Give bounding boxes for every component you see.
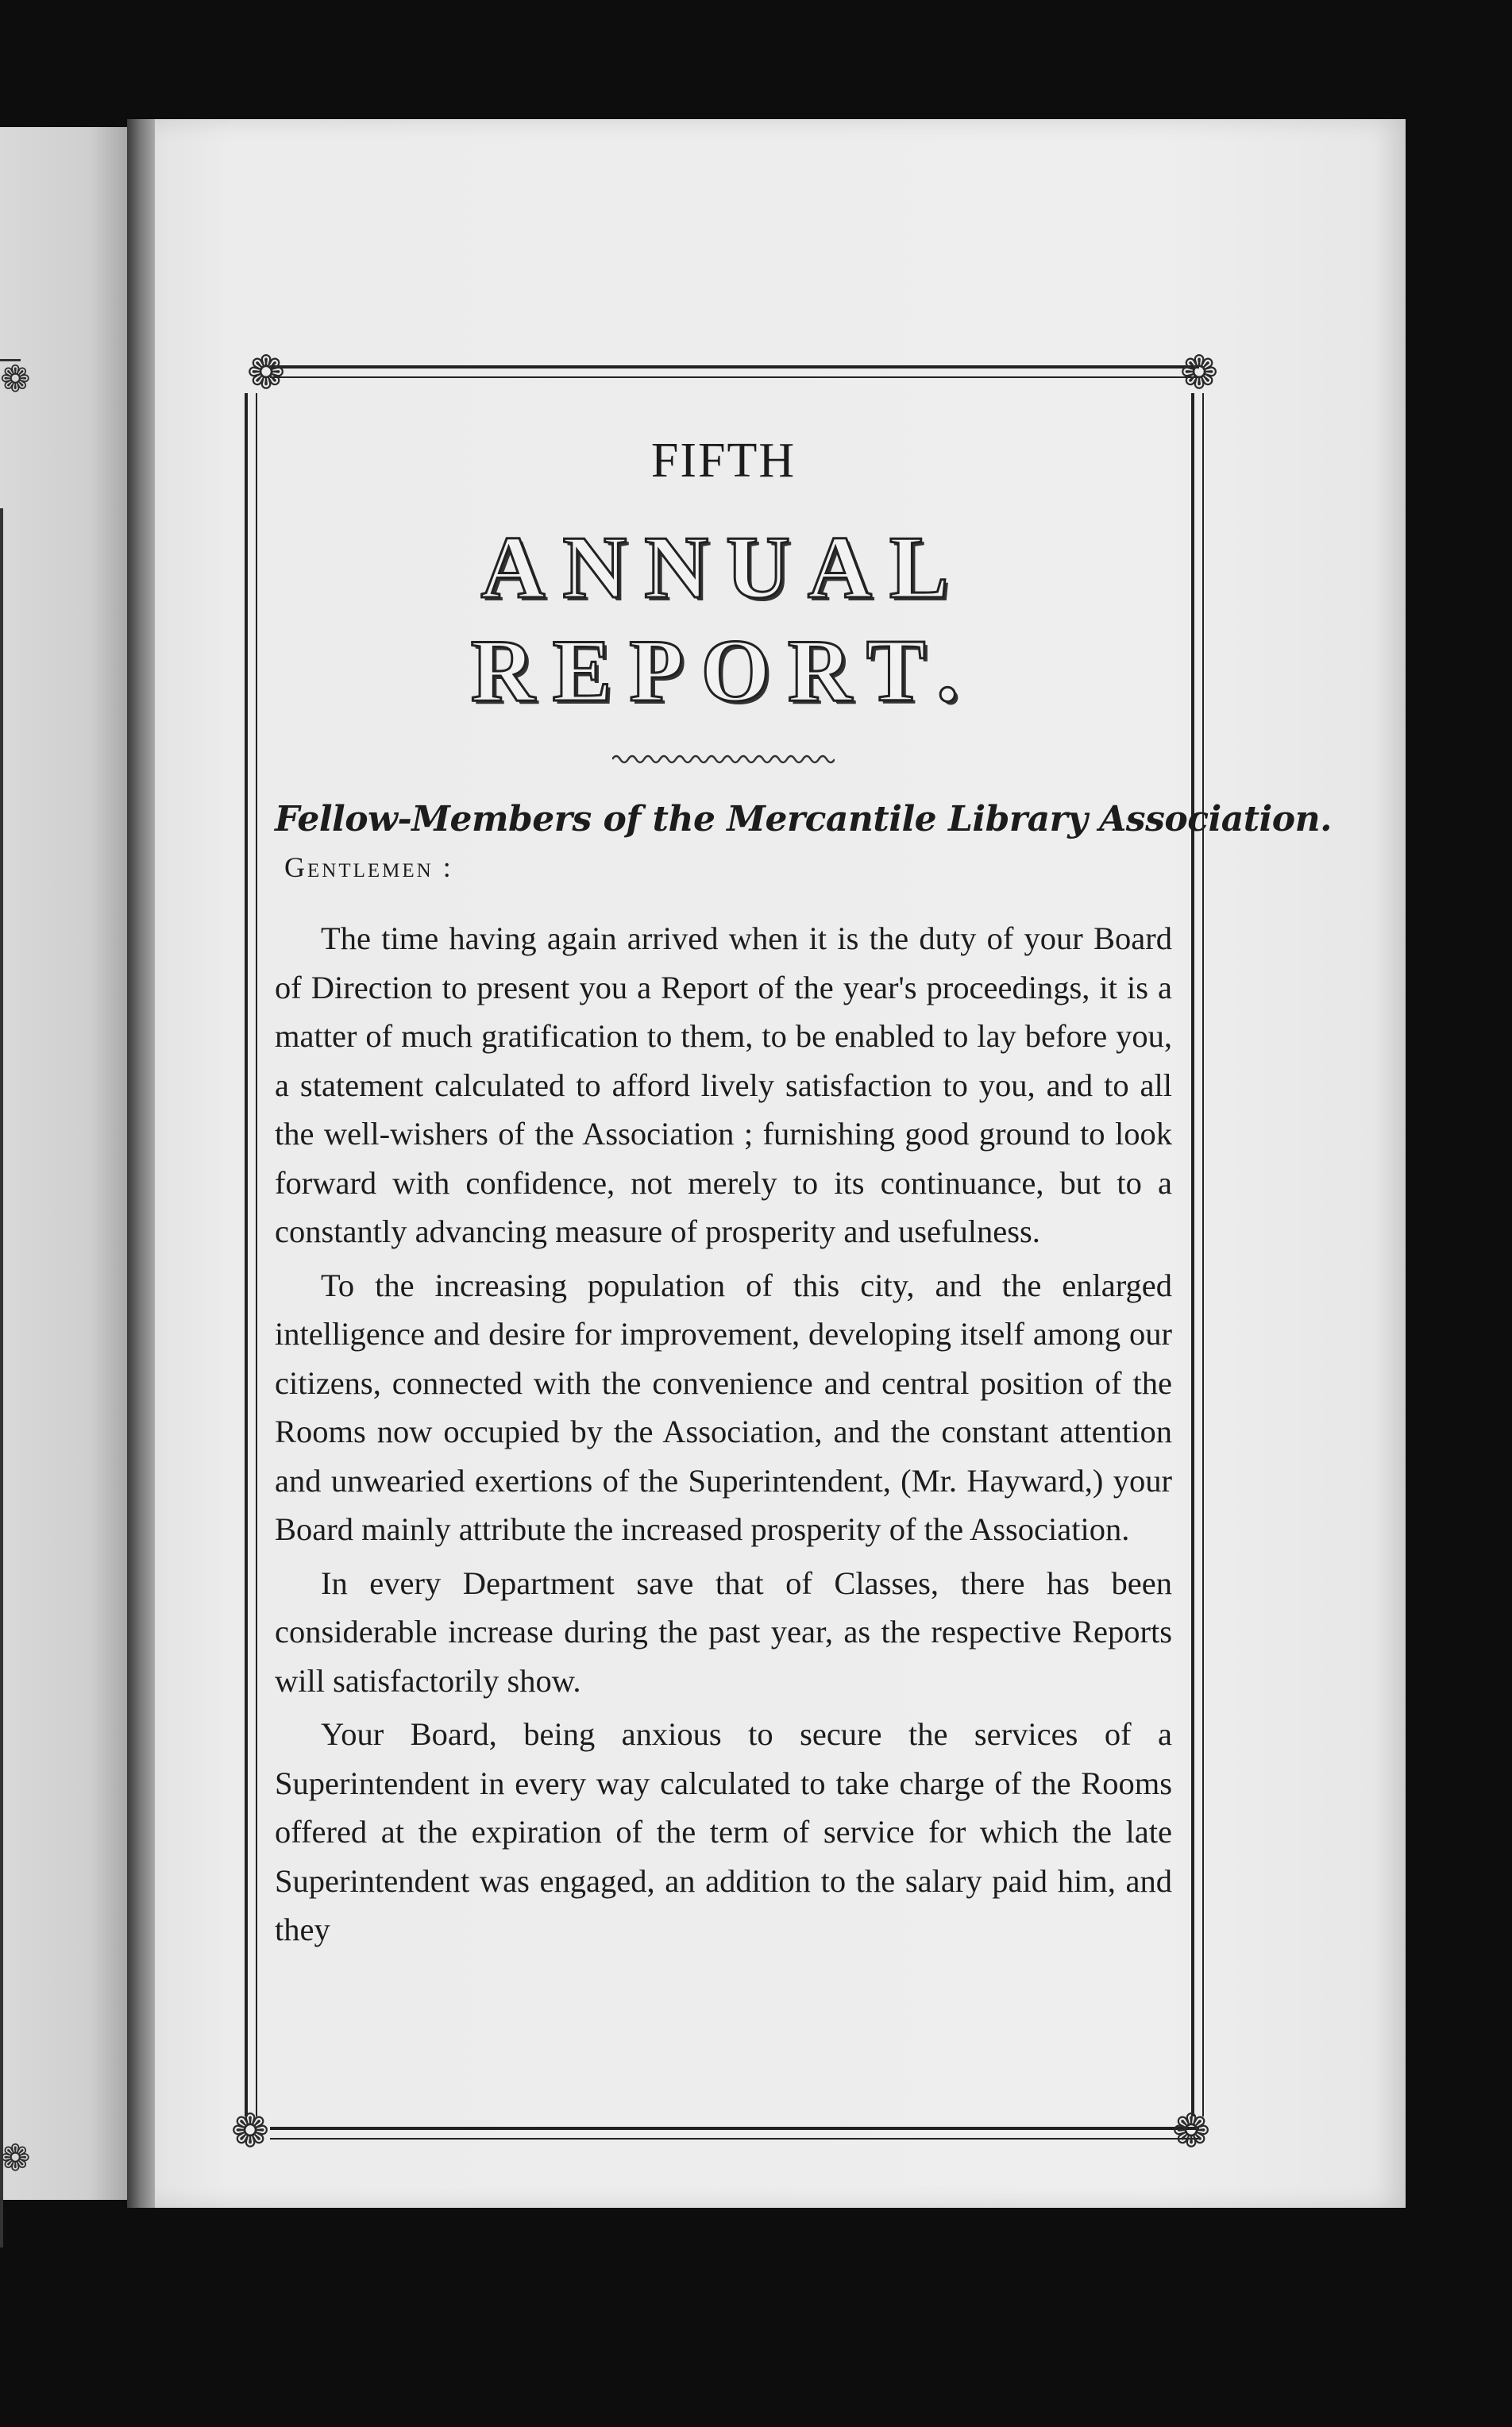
ornamental-border-bottom [270, 2127, 1199, 2140]
wavy-divider-icon [612, 751, 835, 767]
rosette-icon: ❁ [1171, 2105, 1211, 2157]
ornamental-border-top [270, 365, 1199, 378]
facing-page-edge [0, 127, 127, 2200]
report-title: ANNUAL REPORT. [470, 519, 977, 720]
rosette-icon: ❁ [246, 347, 286, 399]
rosette-icon: ❁ [230, 2105, 270, 2157]
body-paragraph: In every Department save that of Classes, there has been considerable increase during the past year, as the respective Reports will satisfactorily show. [275, 1565, 1172, 1699]
book-gutter [127, 119, 155, 2208]
rosette-icon: ❁ [1179, 347, 1219, 399]
facing-page-rosette-icon: ❁ [0, 359, 31, 399]
report-ordinal: FIFTH [650, 434, 796, 488]
facing-page-border [0, 508, 3, 2248]
salutation: Fellow-Members of the Mercantile Library Association. [275, 799, 1332, 839]
ornamental-border-right [1191, 393, 1204, 2116]
page-content [275, 429, 1332, 1954]
body-paragraph: The time having again arrived when it is the duty of your Board of Direction to present you a Report of the year's proceedings, it is a matter of much gratification to them, to be enabled to lay before you, a statement calculated to afford lively satisfaction to you, and to all the well-wishers of the Association ; furnishing good ground to look forward with confidence, not merely to its continuance, but to a constantly advancing measure of prosperity and usefulness. [275, 920, 1172, 1249]
body-paragraph: To the increasing population of this city, and the enlarged intelligence and desire for improvement, developing itself among our citizens, connected with the convenience and central position of the Rooms now occupied by the Association, and the constant attention and unwearied exertions of the Superintendent, (Mr. Hayward,) your Board mainly attribute the increased prosperity of the Association. [275, 1267, 1172, 1547]
facing-page-rosette-icon: ❁ [0, 2138, 31, 2178]
ornamental-border-left [245, 393, 257, 2116]
addressee: Gentlemen : [284, 851, 453, 883]
body-paragraph: Your Board, being anxious to secure the services of a Superintendent in every way calculated to take charge of the Rooms offered at the expiration of the term of service for which the late Superintendent was engaged, an addition to the salary paid him, and they [275, 1716, 1172, 1947]
